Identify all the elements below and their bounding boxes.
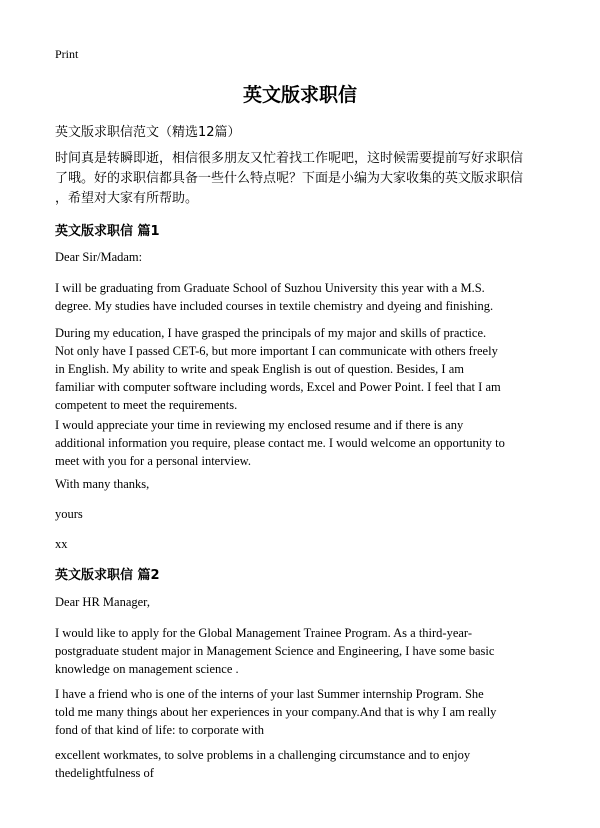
text-line: fond of that kind of life: to corporate with [55,723,264,737]
letter1-paragraph-1 [55,279,493,315]
letter1-signature: xx [55,537,68,551]
letter1-greeting: Dear Sir/Madam: [55,250,143,264]
text-line: degree. My studies have included courses in textile chemistry and dyeing and finishing. [55,299,494,313]
text-line: I would like to apply for the Global Management Trainee Program. As a third-year- [55,626,473,640]
intro-line: 时间真是转瞬即逝，相信很多朋友又忙着找工作呢吧，这时候需要提前写好求职信 [55,151,524,166]
text-line: postgraduate student major in Management Science and Engineering, I have some basic [55,644,495,658]
text-line: thedelightfulness of [55,766,154,780]
intro-line: ，希望对大家有所帮助。 [55,191,199,206]
text-line: Not only have I passed CET-6, but more important I can communicate with others freely [55,344,498,358]
text-line: in English. My ability to write and speak English is out of question. Besides, I am [55,362,464,376]
letter1-paragraph-2 [55,324,501,414]
text-line: told me many things about her experiences in your company.And that is why I am really [55,705,497,719]
intro-paragraph [55,149,550,209]
letter1-heading: 英文版求职信 篇1 [55,224,160,239]
text-line: excellent workmates, to solve problems in a challenging circumstance and to enjoy [55,748,471,762]
text-line: meet with you for a personal interview. [55,454,252,468]
letter2-heading: 英文版求职信 篇2 [55,568,160,583]
text-line: knowledge on management science . [55,662,239,676]
letter2-paragraph-3 [55,746,470,782]
document-subtitle: 英文版求职信范文（精选12篇） [55,125,241,140]
text-line: competent to meet the requirements. [55,398,238,412]
text-line: I would appreciate your time in reviewing my enclosed resume and if there is any [55,418,464,432]
document-title: 英文版求职信 [242,84,357,106]
letter2-paragraph-2 [55,685,496,739]
text-line: During my education, I have grasped the principals of my major and skills of practice. [55,326,487,340]
letter1-yours: yours [55,507,83,521]
letter2-paragraph-1 [55,624,494,678]
text-line: familiar with computer software including words, Excel and Power Point. I feel that I am [55,380,501,394]
print-link[interactable]: Print [55,47,79,61]
letter2-greeting: Dear HR Manager, [55,595,150,609]
text-line: I have a friend who is one of the interns of your last Summer internship Program. She [55,687,484,701]
text-line: I will be graduating from Graduate School of Suzhou University this year with a M.S. [55,281,485,295]
letter1-closing: With many thanks, [55,477,150,491]
letter1-paragraph-3 [55,416,505,470]
intro-line: 了哦。好的求职信都具备一些什么特点呢？下面是小编为大家收集的英文版求职信 [55,171,524,186]
text-line: additional information you require, please contact me. I would welcome an opportunity to [55,436,505,450]
